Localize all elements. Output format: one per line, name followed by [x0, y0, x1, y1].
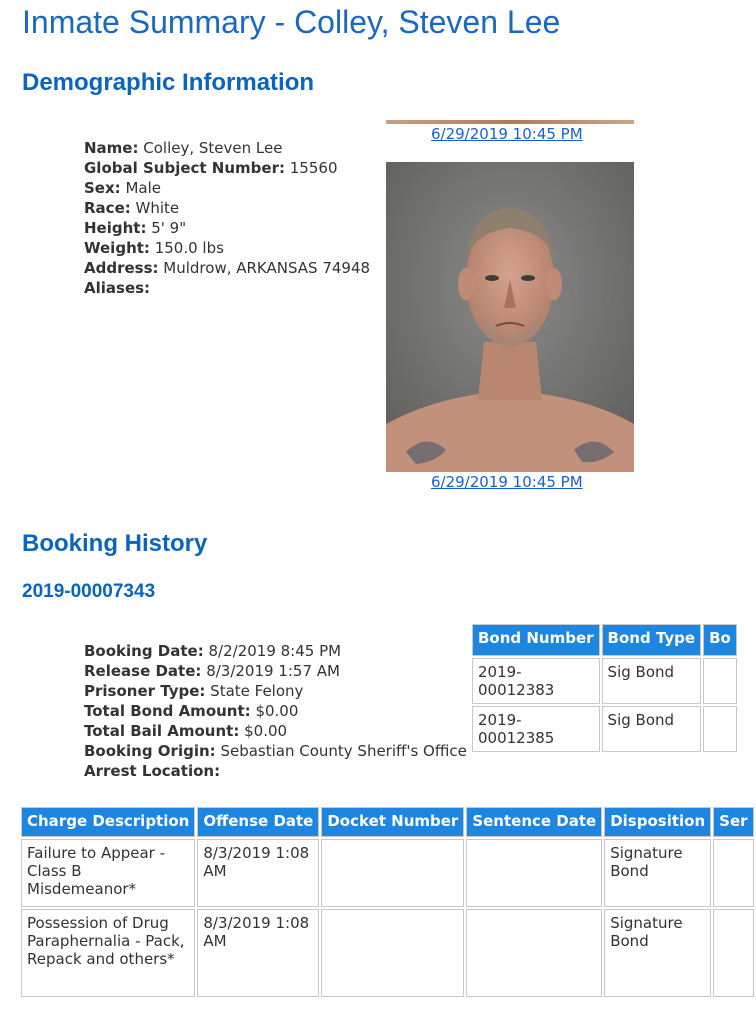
bond-table	[470, 622, 739, 754]
booking-history-heading: Booking History	[22, 530, 208, 557]
page-title: Inmate Summary - Colley, Steven Lee	[22, 4, 561, 40]
field-race: Race: White	[84, 199, 180, 217]
mugshot-photo[interactable]	[386, 162, 634, 472]
photo-date-link-top[interactable]: 6/29/2019 10:45 PM	[431, 125, 583, 143]
bond-extra-cell	[703, 706, 737, 752]
field-release-date: Release Date: 8/3/2019 1:57 AM	[84, 662, 340, 680]
docket-number-cell	[321, 839, 464, 907]
charge-table-header	[21, 807, 754, 837]
disposition-cell: Signature Bond	[604, 839, 711, 907]
field-weight: Weight: 150.0 lbs	[84, 239, 224, 257]
charge-extra-cell	[713, 839, 753, 907]
bond-extra-cell	[703, 658, 737, 704]
charge-description-cell: Failure to Appear - Class B Misdemeanor*	[21, 839, 195, 907]
table-row	[21, 909, 754, 997]
demographic-heading: Demographic Information	[22, 69, 315, 96]
table-row	[472, 658, 737, 704]
charge-header-description: Charge Description	[21, 807, 195, 837]
photo-thumbnail-strip[interactable]	[386, 120, 634, 124]
bond-type-cell: Sig Bond	[602, 658, 702, 704]
sentence-date-cell	[466, 839, 602, 907]
field-booking-date: Booking Date: 8/2/2019 8:45 PM	[84, 642, 342, 660]
field-arrest-location: Arrest Location:	[84, 762, 221, 780]
charge-header-disposition: Disposition	[604, 807, 711, 837]
field-booking-origin: Booking Origin: Sebastian County Sheriff's Office	[84, 742, 467, 760]
bond-number-cell: 2019-00012383	[472, 658, 600, 704]
offense-date-cell: 8/3/2019 1:08 AM	[197, 839, 319, 907]
offense-date-cell: 8/3/2019 1:08 AM	[197, 909, 319, 997]
table-row	[472, 706, 737, 752]
charge-table	[19, 805, 756, 999]
charge-header-sentence-date: Sentence Date	[466, 807, 602, 837]
photo-date-link-bottom[interactable]: 6/29/2019 10:45 PM	[431, 473, 583, 491]
field-aliases: Aliases:	[84, 279, 151, 297]
sentence-date-cell	[466, 909, 602, 997]
field-height: Height: 5' 9"	[84, 219, 187, 237]
bond-number-cell: 2019-00012385	[472, 706, 600, 752]
mugshot-image	[386, 162, 634, 472]
charge-header-offense-date: Offense Date	[197, 807, 319, 837]
bond-header-bond-number: Bond Number	[472, 624, 600, 656]
disposition-cell: Signature Bond	[604, 909, 711, 997]
field-total-bond-amount: Total Bond Amount: $0.00	[84, 702, 299, 720]
field-total-bail-amount: Total Bail Amount: $0.00	[84, 722, 288, 740]
booking-number-heading: 2019-00007343	[22, 581, 156, 602]
bond-table-header	[472, 624, 737, 656]
field-address: Address: Muldrow, ARKANSAS 74948	[84, 259, 371, 277]
field-prisoner-type: Prisoner Type: State Felony	[84, 682, 304, 700]
table-row	[21, 839, 754, 907]
field-name: Name: Colley, Steven Lee	[84, 139, 283, 157]
bond-type-cell: Sig Bond	[602, 706, 702, 752]
charge-extra-cell	[713, 909, 753, 997]
charge-description-cell: Possession of Drug Paraphernalia - Pack, Repack and others*	[21, 909, 195, 997]
charge-header-docket-number: Docket Number	[321, 807, 464, 837]
charge-header-extra: Ser	[713, 807, 753, 837]
field-sex: Sex: Male	[84, 179, 161, 197]
demographic-fields	[84, 138, 370, 298]
booking-fields	[84, 641, 467, 781]
docket-number-cell	[321, 909, 464, 997]
field-global-subject-number: Global Subject Number: 15560	[84, 159, 338, 177]
bond-header-extra: Bo	[703, 624, 737, 656]
bond-header-bond-type: Bond Type	[602, 624, 702, 656]
